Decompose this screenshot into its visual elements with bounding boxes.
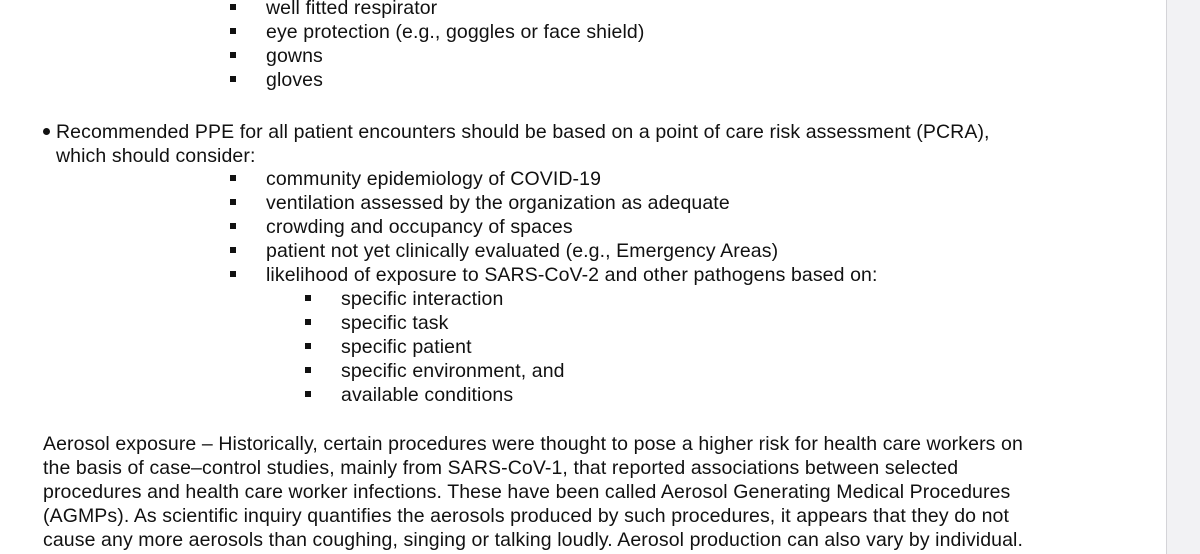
- paragraph-line: the basis of case–control studies, mainly from SARS-CoV-1, that reported associations between selected: [43, 457, 959, 479]
- list-item: gloves: [266, 69, 323, 91]
- sub-list-item: specific interaction: [341, 288, 504, 310]
- paragraph-line: (AGMPs). As scientific inquiry quantifies the aerosols produced by such procedures, it appears that they do not: [43, 505, 1010, 527]
- square-bullet-icon: [305, 343, 311, 349]
- square-bullet-icon: [230, 52, 236, 58]
- square-bullet-icon: [230, 4, 236, 10]
- list-item: eye protection (e.g., goggles or face shield): [266, 21, 645, 43]
- pcra-text-line: which should consider:: [56, 145, 256, 167]
- sub-list-item: available conditions: [341, 384, 514, 406]
- paragraph-line: procedures and health care worker infections. These have been called Aerosol Generating Medical Procedures: [43, 481, 1011, 503]
- square-bullet-icon: [230, 175, 236, 181]
- square-bullet-icon: [230, 199, 236, 205]
- round-bullet-icon: [43, 128, 50, 135]
- scroll-gutter[interactable]: [1166, 0, 1200, 554]
- list-item: gowns: [266, 45, 323, 67]
- sub-list-item: specific environment, and: [341, 360, 565, 382]
- square-bullet-icon: [230, 247, 236, 253]
- square-bullet-icon: [305, 367, 311, 373]
- sub-list-item: specific task: [341, 312, 449, 334]
- pcra-text-line: Recommended PPE for all patient encounters should be based on a point of care risk assessment (PCRA),: [56, 121, 990, 143]
- list-item: likelihood of exposure to SARS-CoV-2 and other pathogens based on:: [266, 264, 878, 286]
- list-item: community epidemiology of COVID-19: [266, 168, 602, 190]
- paragraph-line: Aerosol exposure – Historically, certain procedures were thought to pose a higher risk for health care workers on: [43, 433, 1023, 455]
- square-bullet-icon: [230, 28, 236, 34]
- list-item: patient not yet clinically evaluated (e.g., Emergency Areas): [266, 240, 779, 262]
- paragraph-line: cause any more aerosols than coughing, singing or talking loudly. Aerosol production can also vary by individual.: [43, 529, 1024, 551]
- square-bullet-icon: [305, 319, 311, 325]
- list-item: crowding and occupancy of spaces: [266, 216, 573, 238]
- list-item: well fitted respirator: [266, 0, 438, 19]
- list-item: ventilation assessed by the organization as adequate: [266, 192, 730, 214]
- square-bullet-icon: [230, 223, 236, 229]
- square-bullet-icon: [305, 295, 311, 301]
- square-bullet-icon: [305, 391, 311, 397]
- square-bullet-icon: [230, 76, 236, 82]
- sub-list-item: specific patient: [341, 336, 472, 358]
- square-bullet-icon: [230, 271, 236, 277]
